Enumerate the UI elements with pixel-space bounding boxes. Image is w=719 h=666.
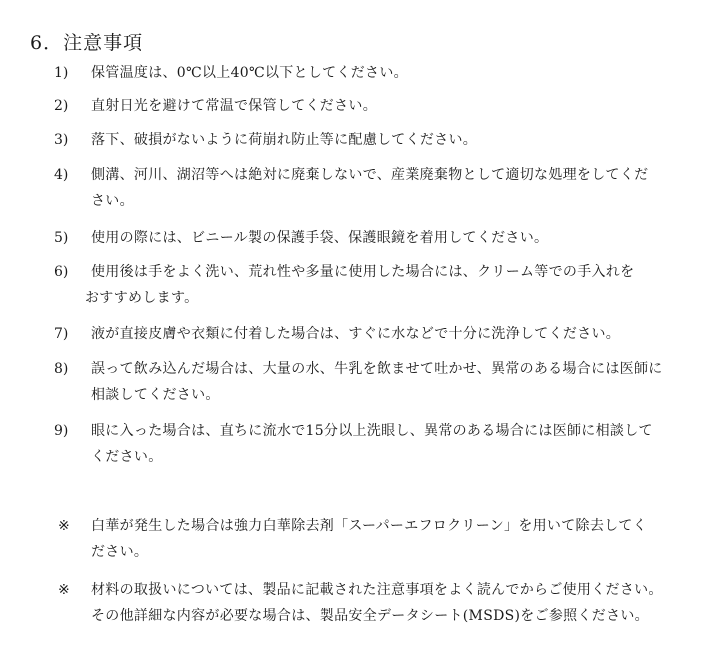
item-number: 8) bbox=[54, 361, 69, 377]
item-number: 1) bbox=[54, 65, 69, 81]
note-text-line: 材料の取扱いについては、製品に記載された注意事項をよく読んでからご使用ください。 bbox=[91, 582, 663, 598]
reference-mark: ※ bbox=[58, 518, 70, 534]
item-text-line: 液が直接皮膚や衣類に付着した場合は、すぐに水などで十分に洗浄してください。 bbox=[91, 326, 621, 342]
item-text-line: 保管温度は、0℃以上40℃以下としてください。 bbox=[91, 65, 408, 81]
note-text-line: その他詳細な内容が必要な場合は、製品安全データシート(MSDS)をご参照ください。 bbox=[91, 608, 649, 624]
item-text-line: おすすめします。 bbox=[85, 290, 199, 306]
section-heading: 6．注意事項 bbox=[30, 32, 144, 54]
note-text-line: 白華が発生した場合は強力白華除去剤「スーパーエフロクリーン」を用いて除去してく bbox=[91, 518, 648, 534]
item-number: 2) bbox=[54, 98, 69, 114]
item-text-line: 直射日光を避けて常温で保管してください。 bbox=[91, 98, 377, 114]
item-number: 9) bbox=[54, 423, 69, 439]
item-text-line: 落下、破損がないように荷崩れ防止等に配慮してください。 bbox=[91, 132, 478, 148]
item-text-line: ください。 bbox=[91, 449, 163, 465]
item-number: 3) bbox=[54, 132, 69, 148]
item-number: 4) bbox=[54, 167, 69, 183]
item-text-line: さい。 bbox=[91, 193, 134, 209]
item-number: 5) bbox=[54, 230, 69, 246]
item-text-line: 側溝、河川、湖沼等へは絶対に廃棄しないで、産業廃棄物として適切な処理をしてくだ bbox=[91, 167, 649, 183]
item-text-line: 使用後は手をよく洗い、荒れ性や多量に使用した場合には、クリーム等での手入れを bbox=[91, 264, 635, 280]
note-text-line: ださい。 bbox=[91, 544, 149, 560]
item-number: 6) bbox=[54, 264, 69, 280]
item-text-line: 誤って飲み込んだ場合は、大量の水、牛乳を飲ませて吐かせ、異常のある場合には医師に bbox=[91, 361, 663, 377]
item-number: 7) bbox=[54, 326, 69, 342]
reference-mark: ※ bbox=[58, 582, 70, 598]
item-text-line: 相談してください。 bbox=[91, 387, 220, 403]
item-text-line: 眼に入った場合は、直ちに流水で15分以上洗眼し、異常のある場合には医師に相談して bbox=[91, 423, 653, 439]
item-text-line: 使用の際には、ビニール製の保護手袋、保護眼鏡を着用してください。 bbox=[91, 230, 549, 246]
